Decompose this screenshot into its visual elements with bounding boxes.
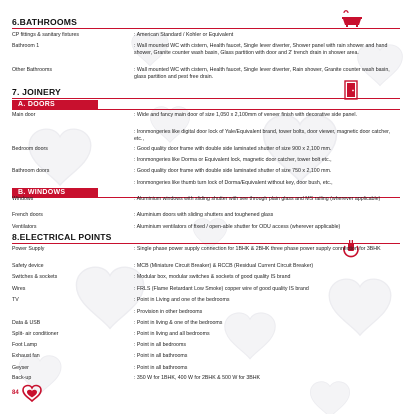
windows-subsection-title: B. WINDOWS bbox=[12, 188, 98, 198]
row-label: Back-up bbox=[12, 375, 32, 381]
row-label: Bathroom 1 bbox=[12, 43, 40, 49]
heart-logo-icon bbox=[22, 384, 42, 402]
row-label: Power Supply bbox=[12, 246, 45, 252]
row-label: Exhaust fan bbox=[12, 353, 40, 359]
row-value: : 350 W for 1BHK, 400 W for 2BHK & 500 W for 3BHK bbox=[134, 375, 261, 381]
row-value: : Wide and fancy main door of size 1,050 x 2,100mm of veneer finish with decorative side panel. bbox=[134, 112, 357, 118]
row-label: Data & USB bbox=[12, 320, 41, 326]
row-value: : Point in all bathrooms bbox=[134, 353, 188, 359]
row-value: : MCB (Miniature Circuit Breaker) & RCCB (Residual Current Circuit Breaker) bbox=[134, 263, 314, 269]
row-label: Ventilators bbox=[12, 224, 37, 230]
row-label: Main door bbox=[12, 112, 36, 118]
row-label: Other Bathrooms bbox=[12, 67, 52, 73]
doors-subsection-divider bbox=[12, 109, 400, 110]
electrical-section-title: 8.ELECTRICAL POINTS bbox=[12, 232, 112, 242]
row-label: Wires bbox=[12, 286, 26, 292]
row-value: : FRLS (Flame Retardant Low Smoke) copper wire of good quality IS brand bbox=[134, 286, 309, 292]
row-value: : Wall mounted WC with cistern, Health faucet, Single lever diverter, Shower panel with rain shower and hand shower, Granite counter wash basin, Glass partition with door and 2' trench drain in shower area. bbox=[134, 43, 388, 56]
row-value: : Wall mounted WC with cistern, Health faucet, Single lever diverter, Rain shower, Granite counter wash basin, glass partition and pest free drain. bbox=[134, 67, 390, 80]
row-value: : Single phase power supply connection for 1BHK & 2BHK three phase power supply connection for 3BHK bbox=[134, 246, 381, 252]
row-value: : Good quality door frame with double side laminated shutter of size 900 x 2,100 mm. bbox=[134, 146, 332, 152]
page-number: 84 bbox=[12, 390, 19, 396]
door-icon bbox=[344, 80, 358, 100]
row-value: : Modular box, modular switches & sockets of good quality IS brand bbox=[134, 274, 291, 280]
row-value: : Point in living and all bedrooms bbox=[134, 331, 210, 337]
row-value: : Ironmongeries like Dorma or Equivalent lock, magnetic door catcher, tower bolt etc., bbox=[134, 157, 332, 163]
doors-subsection-title: A. DOORS bbox=[12, 100, 98, 110]
row-value: : Good quality door frame with double side laminated shutter of size 750 x 2,100 mm. bbox=[134, 168, 332, 174]
bathtub-icon bbox=[340, 9, 364, 29]
row-value: : American Standard / Kohler or Equivalent bbox=[134, 32, 234, 38]
row-label: Safety device bbox=[12, 263, 44, 269]
bathrooms-section-title: 6.BATHROOMS bbox=[12, 17, 78, 27]
row-value: : Provision in other bedrooms bbox=[134, 309, 203, 315]
row-label: TV bbox=[12, 297, 19, 303]
row-value: : Ironmongeries like digital door lock of Yale/Equivalent brand, tower bolts, door viewer, magnetic door catcher, etc., bbox=[134, 129, 391, 142]
joinery-section-title: 7. JOINERY bbox=[12, 87, 61, 97]
row-value: : Point in living & one of the bedrooms bbox=[134, 320, 223, 326]
row-label: CP fittings & sanitary fixtures bbox=[12, 32, 80, 38]
row-label: Windows bbox=[12, 196, 34, 202]
row-label: Split- air conditioner bbox=[12, 331, 59, 337]
row-label: Bedroom doors bbox=[12, 146, 48, 152]
row-label: Geyser bbox=[12, 365, 29, 371]
row-value: : Point in all bathrooms bbox=[134, 365, 188, 371]
row-value: : Aluminium windows with sliding shutter with see through plain glass and MS railing (wherever applicable) bbox=[134, 196, 381, 202]
row-label: Switches & sockets bbox=[12, 274, 58, 280]
row-value: : Aluminium ventilators of fixed / open-able shutter for ODU access (wherever applicable) bbox=[134, 224, 341, 230]
row-value: : Ironmongeries like thumb turn lock of Dorma/Equivalent without key, door bush, etc., bbox=[134, 180, 333, 186]
row-value: : Aluminium doors with sliding shutters and toughened glass bbox=[134, 212, 274, 218]
row-label: Foot Lamp bbox=[12, 342, 38, 348]
row-label: Bathroom doors bbox=[12, 168, 50, 174]
row-value: : Point in all bedrooms bbox=[134, 342, 186, 348]
row-label: French doors bbox=[12, 212, 43, 218]
row-value: : Point in Living and one of the bedrooms bbox=[134, 297, 230, 303]
